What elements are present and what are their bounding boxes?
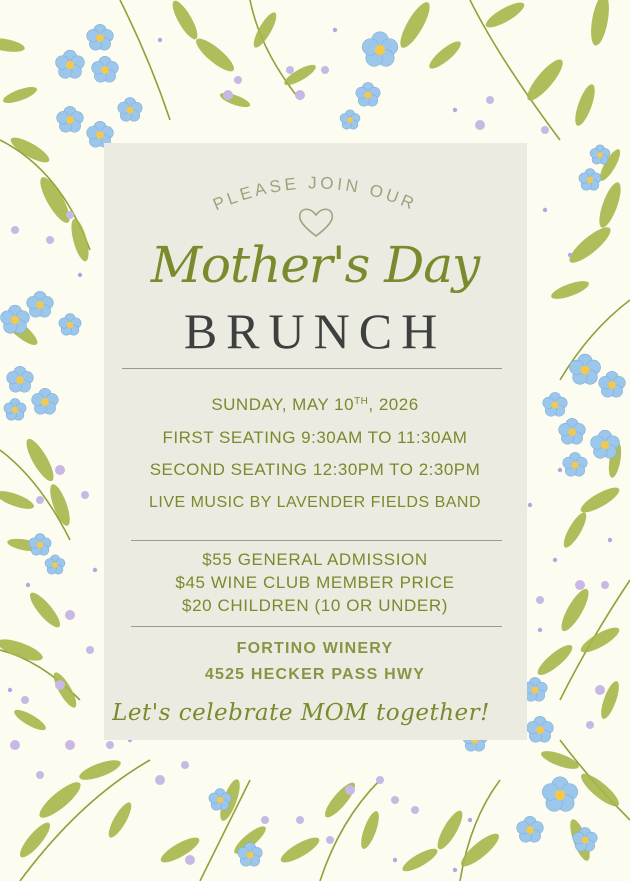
leaf	[77, 756, 123, 783]
leaf	[16, 819, 54, 861]
lavender-bud	[261, 816, 269, 824]
forget-me-not-flower	[362, 32, 398, 67]
divider-middle	[131, 540, 502, 541]
event-date	[0, 395, 630, 415]
lavender-bud	[11, 226, 19, 234]
leaf	[321, 779, 359, 821]
leaf	[483, 0, 528, 32]
leaf	[0, 36, 26, 55]
leaf	[278, 833, 323, 866]
leaf	[457, 829, 503, 871]
confetti-dot	[468, 818, 472, 822]
forget-me-not-flower	[7, 366, 34, 392]
forget-me-not-flower	[590, 145, 610, 164]
price-wine-club: $45 WINE CLUB MEMBER PRICE	[175, 573, 455, 592]
lavender-bud	[376, 776, 384, 784]
leaf	[1, 84, 39, 106]
leaf	[105, 800, 135, 841]
divider-top	[122, 368, 502, 369]
venue-name: FORTINO WINERY	[236, 640, 394, 657]
second-seating: SECOND SEATING 12:30PM TO 2:30PM	[149, 460, 481, 479]
forget-me-not-flower	[517, 816, 544, 842]
lavender-bud	[595, 685, 605, 695]
price-children: $20 CHILDREN (10 OR UNDER)	[182, 596, 448, 615]
forget-me-not-flower	[599, 371, 626, 397]
eyebrow-label: PLEASE JOIN OUR	[210, 173, 420, 215]
forget-me-not-flower	[542, 777, 578, 812]
lavender-bud	[185, 855, 195, 865]
confetti-dot	[538, 628, 542, 632]
lavender-bud	[541, 126, 549, 134]
price-general: $55 GENERAL ADMISSION	[202, 550, 428, 569]
forget-me-not-flower	[57, 106, 84, 132]
lavender-bud	[475, 120, 485, 130]
leaf	[192, 34, 238, 76]
confetti-dot	[8, 688, 12, 692]
lavender-bud	[36, 771, 44, 779]
divider-bottom	[131, 626, 502, 627]
title-script: Mother's Day	[150, 236, 480, 294]
lavender-bud	[391, 796, 399, 804]
lavender-bud	[234, 76, 242, 84]
leaf	[358, 809, 383, 851]
leaf	[168, 0, 201, 42]
leaf	[8, 133, 53, 166]
forget-me-not-flower	[340, 110, 360, 129]
confetti-dot	[158, 38, 162, 42]
confetti-dot	[453, 868, 457, 872]
title-brunch: BRUNCH	[183, 303, 447, 359]
forget-me-not-flower	[87, 24, 114, 50]
leaf	[395, 0, 435, 51]
event-date-main: SUNDAY, MAY 10	[211, 395, 355, 414]
lavender-bud	[321, 66, 329, 74]
leaf	[539, 748, 581, 773]
lavender-bud	[295, 90, 305, 100]
lavender-bud	[486, 96, 494, 104]
first-seating: FIRST SEATING 9:30AM TO 11:30AM	[162, 428, 468, 447]
leaf	[400, 845, 441, 875]
lavender-bud	[181, 761, 189, 769]
leaf	[588, 0, 612, 47]
lavender-bud	[296, 816, 304, 824]
confetti-dot	[393, 858, 397, 862]
lavender-bud	[345, 785, 355, 795]
heart-icon	[296, 205, 336, 239]
leaf	[218, 90, 251, 110]
lavender-bud	[10, 740, 20, 750]
lavender-bud	[411, 806, 419, 814]
confetti-dot	[333, 28, 337, 32]
lavender-bud	[286, 66, 294, 74]
lavender-bud	[326, 836, 334, 844]
forget-me-not-flower	[356, 82, 380, 106]
lavender-bud	[106, 741, 114, 749]
lavender-bud	[65, 740, 75, 750]
event-date-ordinal: TH	[354, 396, 369, 407]
confetti-dot	[608, 538, 612, 542]
leaf	[433, 808, 466, 853]
forget-me-not-flower	[92, 56, 119, 82]
forget-me-not-flower	[56, 50, 85, 78]
leaf	[158, 833, 203, 866]
event-date-year: , 2026	[368, 395, 419, 414]
forget-me-not-flower	[118, 97, 142, 121]
leaf	[522, 55, 567, 105]
venue-address: 4525 HECKER PASS HWY	[204, 666, 426, 683]
leaf	[282, 61, 319, 88]
lavender-bud	[155, 775, 165, 785]
leaf	[426, 38, 464, 73]
leaf	[560, 510, 590, 551]
lavender-bud	[223, 90, 233, 100]
leaf	[577, 769, 623, 811]
live-music: LIVE MUSIC BY LAVENDER FIELDS BAND	[148, 494, 482, 511]
confetti-dot	[453, 108, 457, 112]
leaf	[571, 82, 598, 128]
tagline: Let's celebrate MOM together!	[112, 700, 490, 726]
